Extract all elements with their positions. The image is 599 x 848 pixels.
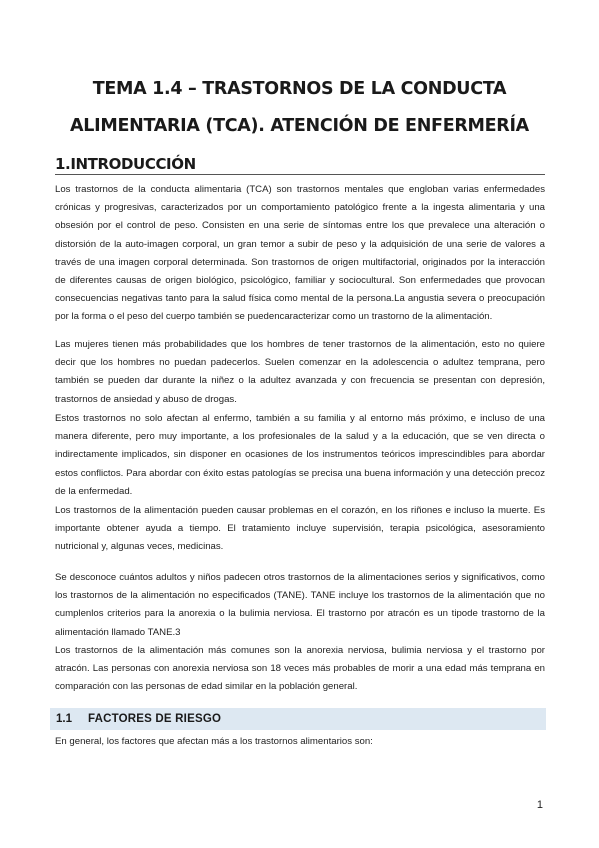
subsection-intro: En general, los factores que afectan más a los trastornos alimentarios son:: [55, 736, 373, 747]
page-number: 1: [536, 799, 543, 811]
section-heading: 1.INTRODUCCIÓN: [55, 155, 196, 173]
subsection-title: FACTORES DE RIESGO: [88, 713, 222, 725]
paragraph-impact: Estos trastornos no solo afectan al enfermo, también a su familia y al entorno más próximo, e incluso de una manera diferente, pero muy importante, a los profesionales de la salud y a la educación, que se ven directa o indirectamente implicados, sin disponer en ocasiones de los instrumentos teóricos imprescindibles para abordar estos conflictos. Para abordar con éxito estas patologías se precisa una buena información y una detección precoz de la enfermedad.: [55, 413, 545, 497]
paragraph-complications: Los trastornos de la alimentación pueden causar problemas en el corazón, en los riñones e incluso la muerte. Es importante obtener ayuda a tiempo. El tratamiento incluye supervisión, terapia psicológica, asesoramiento nutricional y, algunas veces, medicinas.: [55, 505, 545, 553]
section-heading-underline: [55, 174, 545, 175]
subsection-number: 1.1: [56, 713, 72, 725]
subsection-heading: [50, 708, 546, 730]
paragraph-tane: Se desconoce cuántos adultos y niños padecen otros trastornos de la alimentaciones serios y significativos, como los trastornos de la alimentación no especificados (TANE). TANE incluye los trastornos de la alimentación que no cumplenlos criterios para la anorexia o la bulimia nerviosa. El trastorno por atracón es un tipode trastorno de la alimentación llamado TANE.3: [55, 572, 545, 638]
paragraph-intro: Los trastornos de la conducta alimentaria (TCA) son trastornos mentales que engloban varias enfermedades crónicas y progresivas, caracterizados por un comportamiento patológico frente a la ingesta alimentaria y una obsesión por el control de peso. Consisten en una serie de síntomas entre los que prevalece una alteración o distorsión de la auto-imagen corporal, un gran temor a subir de peso y la adquisición de una serie de valores a través de una imagen corporal determinada. Son trastornos de origen multifactorial, originados por la interacción de diferentes causas de origen biológico, psicológico, familiar y sociocultural. Son enfermedades que provocan consecuencias negativas tanto para la salud física como mental de la persona.La angustia severa o preocupación por la forma o el peso del cuerpo también se puedencaracterizar como un trastorno de la alimentación.: [55, 184, 545, 323]
document-title-line-2: ALIMENTARIA (TCA). ATENCIÓN DE ENFERMERÍA: [70, 116, 529, 136]
paragraph-common-disorders: Los trastornos de la alimentación más comunes son la anorexia nerviosa, bulimia nerviosa y el trastorno por atracón. Las personas con anorexia nerviosa son 18 veces más probables de morir a una edad más temprana en comparación con las personas de edad similar en la población general.: [55, 645, 545, 693]
document-title-line-1: TEMA 1.4 – TRASTORNOS DE LA CONDUCTA: [92, 79, 507, 99]
paragraph-gender: Las mujeres tienen más probabilidades que los hombres de tener trastornos de la alimentación, esto no quiere decir que los hombres no puedan padecerlos. Suelen comenzar en la adolescencia o adultez temprana, pero también se pueden dar durante la niñez o la adultez avanzada y con frecuencia se presentan con depresión, trastornos de ansiedad y abuso de drogas.: [55, 339, 545, 405]
